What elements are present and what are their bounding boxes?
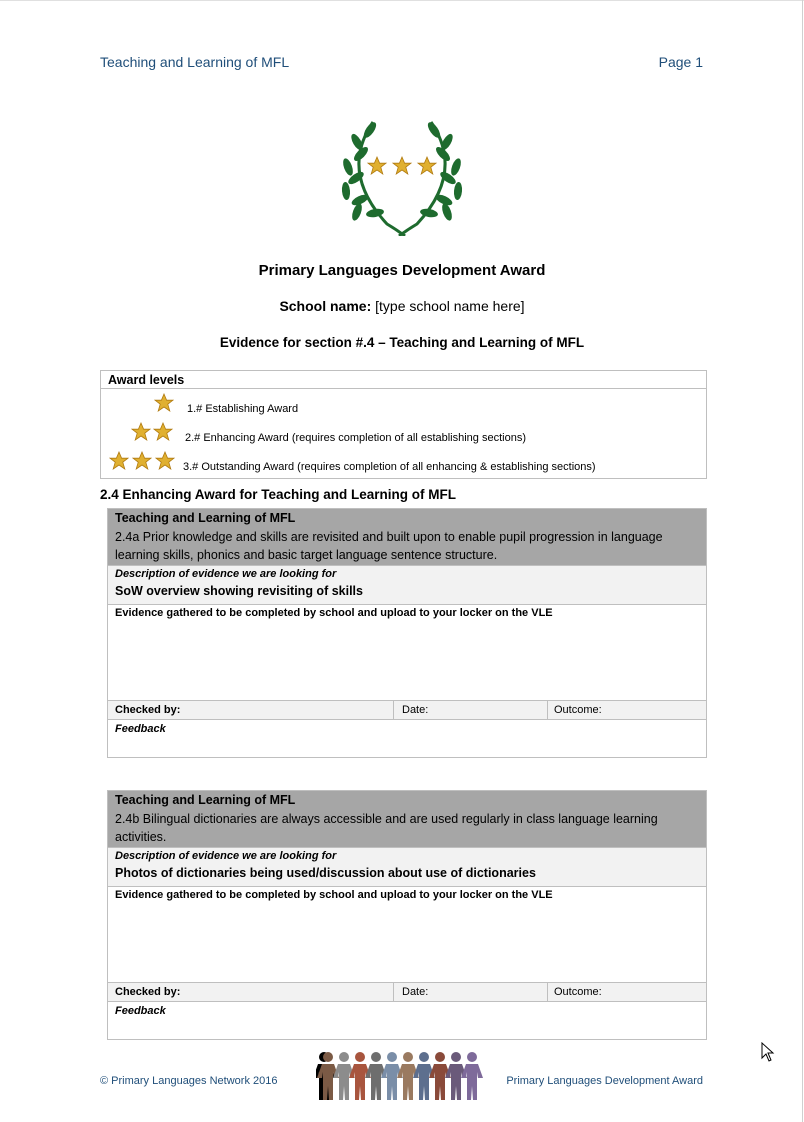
star-icon bbox=[154, 393, 174, 413]
card-title: Teaching and Learning of MFL bbox=[115, 793, 296, 807]
feedback-field[interactable] bbox=[108, 1001, 706, 1039]
outcome-label: Outcome: bbox=[554, 986, 602, 998]
paper-people-chain-icon bbox=[316, 1050, 486, 1102]
star-icon bbox=[153, 422, 173, 442]
evidence-card bbox=[107, 508, 707, 758]
star-icon bbox=[131, 422, 151, 442]
evidence-description-row bbox=[108, 565, 706, 604]
section-heading: 2.4 Enhancing Award for Teaching and Learning of MFL bbox=[100, 487, 457, 502]
star-icon bbox=[132, 451, 152, 471]
card-header bbox=[108, 791, 706, 847]
mouse-pointer-icon bbox=[761, 1042, 775, 1062]
checked-by-label: Checked by: bbox=[115, 986, 181, 998]
date-cell[interactable] bbox=[393, 701, 429, 720]
school-name-label: School name: bbox=[279, 298, 372, 314]
star-icon bbox=[155, 451, 175, 471]
award-level-enhancing: 2.# Enhancing Award (requires completion of all establishing sections) bbox=[185, 432, 526, 444]
evidence-gathered-field[interactable] bbox=[108, 604, 706, 700]
date-label: Date: bbox=[402, 704, 429, 716]
card-header bbox=[108, 509, 706, 565]
school-name-line bbox=[0, 298, 804, 314]
date-label: Date: bbox=[402, 986, 429, 998]
outcome-cell[interactable] bbox=[547, 983, 602, 1002]
page-edge-right bbox=[802, 0, 803, 1122]
checked-by-row bbox=[108, 982, 706, 1002]
outcome-cell[interactable] bbox=[547, 701, 602, 720]
outcome-label: Outcome: bbox=[554, 704, 602, 716]
feedback-field[interactable] bbox=[108, 719, 706, 757]
checked-by-row bbox=[108, 700, 706, 720]
footer-copyright: © Primary Languages Network 2016 bbox=[100, 1075, 278, 1087]
evidence-gathered-field[interactable] bbox=[108, 886, 706, 982]
evidence-description-row bbox=[108, 847, 706, 886]
header-title: Teaching and Learning of MFL bbox=[100, 54, 290, 70]
evidence-card bbox=[107, 790, 707, 1040]
card-title: Teaching and Learning of MFL bbox=[115, 511, 296, 525]
award-level-establishing: 1.# Establishing Award bbox=[187, 403, 299, 415]
award-levels-box bbox=[100, 370, 707, 479]
feedback-label: Feedback bbox=[115, 1005, 166, 1017]
evidence-gathered-label: Evidence gathered to be completed by school and upload to your locker on the VLE bbox=[115, 889, 553, 901]
document-title: Primary Languages Development Award bbox=[258, 262, 546, 279]
award-levels-heading: Award levels bbox=[101, 371, 706, 389]
checked-by-label: Checked by: bbox=[115, 704, 181, 716]
card-criterion: 2.4b Bilingual dictionaries are always accessible and are used regularly in class language learning activities. bbox=[115, 812, 658, 844]
star-icon bbox=[109, 451, 129, 471]
evidence-description-value: SoW overview showing revisiting of skills bbox=[115, 584, 363, 598]
evidence-description-label: Description of evidence we are looking for bbox=[115, 568, 337, 580]
date-cell[interactable] bbox=[393, 983, 429, 1002]
award-level-outstanding: 3.# Outstanding Award (requires completion of all enhancing & establishing sections) bbox=[183, 461, 596, 473]
evidence-description-label: Description of evidence we are looking for bbox=[115, 850, 337, 862]
laurel-wreath-three-stars-icon bbox=[335, 112, 469, 236]
footer-award-name: Primary Languages Development Award bbox=[506, 1075, 703, 1087]
evidence-gathered-label: Evidence gathered to be completed by school and upload to your locker on the VLE bbox=[115, 607, 553, 619]
feedback-label: Feedback bbox=[115, 723, 166, 735]
page-edge-top bbox=[0, 0, 804, 1]
page-number: Page 1 bbox=[658, 54, 703, 70]
card-criterion: 2.4a Prior knowledge and skills are revisited and built upon to enable pupil progression in language learning skills, phonics and basic target language sentence structure. bbox=[115, 530, 663, 562]
evidence-description-value: Photos of dictionaries being used/discussion about use of dictionaries bbox=[115, 866, 536, 880]
school-name-field[interactable]: [type school name here] bbox=[375, 298, 525, 314]
evidence-section-title: Evidence for section #.4 – Teaching and Learning of MFL bbox=[219, 335, 585, 350]
